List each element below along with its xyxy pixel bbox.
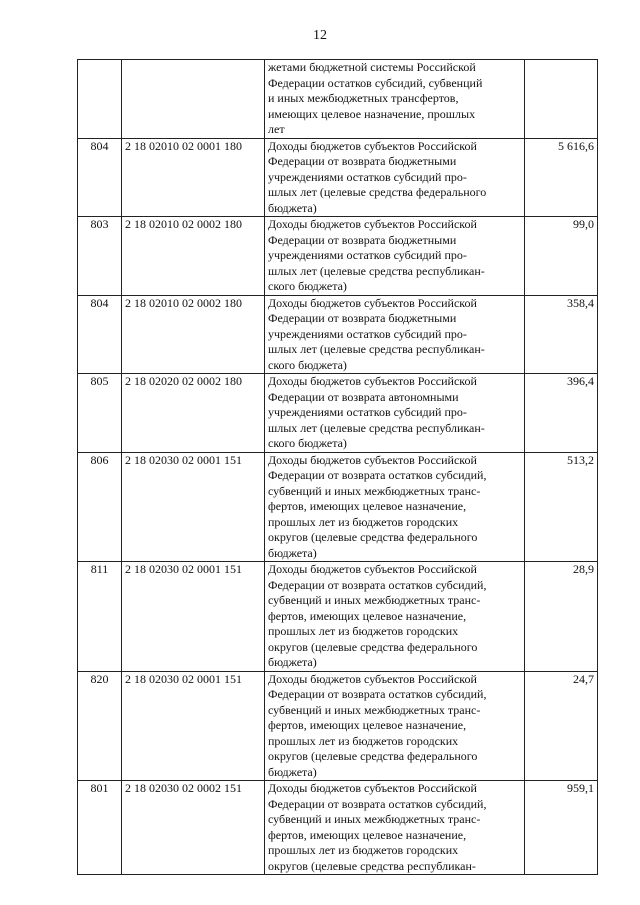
- revenue-name-line: Федерации от возврата автономными: [268, 389, 459, 404]
- revenue-name-line: фертов, имеющих целевое назначение,: [268, 608, 467, 623]
- revenue-name-line: фертов, имеющих целевое назначение,: [268, 827, 467, 842]
- table-row: [78, 671, 598, 781]
- revenue-name-line: учреждениями остатков субсидий про-: [268, 405, 467, 419]
- budget-classification-code-cell: 2 18 02010 02 0002 180: [122, 217, 265, 296]
- revenue-name-line: бюджета): [268, 200, 317, 215]
- revenue-name-line: округов (целевые средства федерального: [268, 639, 478, 654]
- revenue-name-line: Федерации от возврата бюджетными: [268, 311, 457, 325]
- revenue-name-line: лет: [268, 122, 285, 136]
- budget-classification-code-cell: 2 18 02030 02 0001 151: [122, 562, 265, 672]
- revenue-name-line: Федерации от возврата остатков субсидий,: [268, 687, 487, 701]
- revenue-name-line: ского бюджета): [268, 436, 347, 450]
- revenue-name-line: шлых лет (целевые средства республикан-: [268, 342, 485, 356]
- revenue-name-line: и иных межбюджетных трансфертов,: [268, 91, 459, 105]
- revenue-name-line: прошлых лет из бюджетов городских: [268, 514, 459, 529]
- revenue-name-line: субвенций и иных межбюджетных транс-: [268, 593, 481, 607]
- revenue-name-line: Доходы бюджетов субъектов Российской: [268, 452, 477, 467]
- budget-classification-code-cell: [122, 60, 265, 139]
- admin-code-cell: 804: [78, 138, 122, 217]
- budget-classification-code-cell: 2 18 02030 02 0001 151: [122, 452, 265, 562]
- revenue-name-line: бюджета): [268, 764, 317, 779]
- table-row: [78, 138, 598, 217]
- admin-code-cell: 803: [78, 217, 122, 296]
- admin-code-cell: 804: [78, 295, 122, 374]
- amount-cell: [525, 60, 598, 139]
- table-row: [78, 217, 598, 296]
- admin-code-cell: [78, 60, 122, 139]
- amount-cell: 24,7: [525, 671, 598, 781]
- revenue-name-line: бюджета): [268, 545, 317, 560]
- budget-classification-code-cell: 2 18 02030 02 0002 151: [122, 781, 265, 875]
- page-number: 12: [313, 28, 327, 43]
- revenue-name-line: бюджета): [268, 655, 317, 669]
- revenue-name-line: шлых лет (целевые средства федерального: [268, 185, 487, 199]
- admin-code-cell: 820: [78, 671, 122, 781]
- revenue-name-line: имеющих целевое назначение, прошлых: [268, 106, 476, 121]
- table-row: [78, 374, 598, 453]
- revenue-name-line: жетами бюджетной системы Российской: [268, 60, 476, 74]
- amount-cell: 358,4: [525, 295, 598, 374]
- admin-code-cell: 805: [78, 374, 122, 453]
- table-row: [78, 781, 598, 875]
- amount-cell: 5 616,6: [525, 138, 598, 217]
- table-body: [78, 60, 598, 875]
- revenue-name-line: Доходы бюджетов субъектов Российской: [268, 671, 477, 686]
- revenue-name-line: Доходы бюджетов субъектов Российской: [268, 374, 477, 388]
- revenue-name-line: прошлых лет из бюджетов городских: [268, 624, 459, 638]
- revenue-name-cell: [265, 217, 525, 296]
- revenue-name-line: Доходы бюджетов субъектов Российской: [268, 217, 477, 231]
- revenue-name-line: Федерации от возврата остатков субсидий,: [268, 796, 487, 811]
- revenue-name-line: Доходы бюджетов субъектов Российской: [268, 138, 477, 153]
- revenue-name-line: Федерации остатков субсидий, субвенций: [268, 75, 483, 90]
- budget-classification-code-cell: 2 18 02030 02 0001 151: [122, 671, 265, 781]
- revenue-name-cell: [265, 781, 525, 875]
- budget-classification-code-cell: 2 18 02010 02 0001 180: [122, 138, 265, 217]
- revenue-name-line: округов (целевые средства федерального: [268, 530, 478, 544]
- amount-cell: 99,0: [525, 217, 598, 296]
- revenue-name-line: шлых лет (целевые средства республикан-: [268, 263, 485, 278]
- table-row: [78, 452, 598, 562]
- revenue-name-line: фертов, имеющих целевое назначение,: [268, 718, 467, 732]
- admin-code-cell: 806: [78, 452, 122, 562]
- admin-code-cell: 811: [78, 562, 122, 672]
- revenue-name-cell: [265, 562, 525, 672]
- revenue-name-line: Федерации от возврата остатков субсидий,: [268, 468, 487, 482]
- amount-cell: 513,2: [525, 452, 598, 562]
- revenue-name-line: Федерации от возврата остатков субсидий,: [268, 577, 487, 592]
- budget-classification-code-cell: 2 18 02020 02 0002 180: [122, 374, 265, 453]
- table-row: [78, 562, 598, 672]
- revenue-name-line: фертов, имеющих целевое назначение,: [268, 499, 467, 513]
- budget-revenue-table: [77, 59, 598, 875]
- revenue-name-line: Доходы бюджетов субъектов Российской: [268, 781, 477, 795]
- revenue-name-cell: [265, 374, 525, 453]
- revenue-name-line: субвенций и иных межбюджетных транс-: [268, 702, 481, 717]
- revenue-name-line: Доходы бюджетов субъектов Российской: [268, 295, 477, 310]
- revenue-name-line: учреждениями остатков субсидий про-: [268, 248, 467, 262]
- revenue-name-line: ского бюджета): [268, 357, 347, 372]
- revenue-name-cell: [265, 138, 525, 217]
- revenue-name-line: ского бюджета): [268, 279, 347, 293]
- table-row: [78, 295, 598, 374]
- revenue-name-line: шлых лет (целевые средства республикан-: [268, 420, 485, 435]
- revenue-name-cell: [265, 452, 525, 562]
- amount-cell: 959,1: [525, 781, 598, 875]
- revenue-name-cell: [265, 671, 525, 781]
- revenue-name-line: прошлых лет из бюджетов городских: [268, 733, 459, 748]
- revenue-name-line: субвенций и иных межбюджетных транс-: [268, 812, 481, 826]
- revenue-name-line: Федерации от возврата бюджетными: [268, 232, 457, 247]
- revenue-name-line: учреждениями остатков субсидий про-: [268, 326, 467, 341]
- revenue-name-line: округов (целевые средства республикан-: [268, 858, 476, 873]
- revenue-name-cell: [265, 60, 525, 139]
- revenue-name-line: округов (целевые средства федерального: [268, 749, 478, 763]
- revenue-name-line: учреждениями остатков субсидий про-: [268, 169, 467, 184]
- revenue-name-line: Федерации от возврата бюджетными: [268, 154, 457, 168]
- table-row: [78, 60, 598, 139]
- revenue-name-line: Доходы бюджетов субъектов Российской: [268, 562, 477, 576]
- budget-classification-code-cell: 2 18 02010 02 0002 180: [122, 295, 265, 374]
- amount-cell: 28,9: [525, 562, 598, 672]
- revenue-name-line: субвенций и иных межбюджетных транс-: [268, 483, 481, 498]
- revenue-name-cell: [265, 295, 525, 374]
- admin-code-cell: 801: [78, 781, 122, 875]
- amount-cell: 396,4: [525, 374, 598, 453]
- revenue-name-line: прошлых лет из бюджетов городских: [268, 843, 459, 857]
